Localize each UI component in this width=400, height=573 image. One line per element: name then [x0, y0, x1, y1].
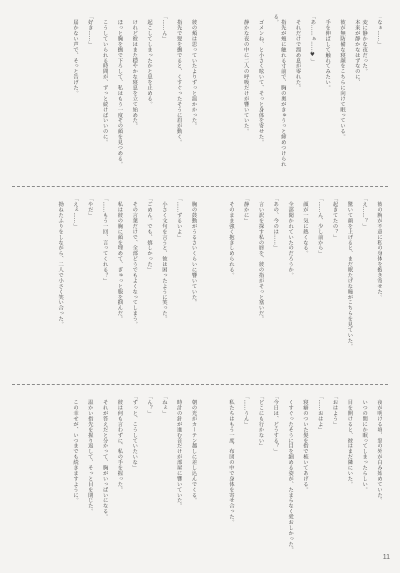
section-2-right-column: 彼の腕が不意に私の身体を抱き寄せた。 「え……？」 驚いて顔を上げると、まだ眠たげな瞳がこちらを見ていた。 「起きてたの？」 「……ん、少し前から」 顔が一気に熱くなる。 全部聞かれていたのだろうか。 「あの、今のは……」 言い訳を探す私の唇を、彼の指がそっと塞いだ。 「静かに」 そのまま強く抱きしめられる。	[227, 196, 382, 349]
page-number: 11	[382, 554, 390, 561]
text-section-2	[14, 196, 382, 376]
section-1-right-column: 「なぁ……」 変に静かな夜だった。 本来が静かなはずなのに、 彼が無防備な寝顔をこちらに向けて眠っている。 手を伸ばして触れてみたい。 「あ……ぁ……♥」 それだけで溜め息が零れた。 指先が頬に触れる寸前で、胸の奥がきゅうっと締めつけられる。 ゴメンね、と小さく呟いて、そっと身体を寄せた。 静かな夜の中に二人の呼吸だけが響いていた。	[242, 14, 382, 167]
section-1-columns	[14, 14, 382, 177]
section-divider-1	[12, 186, 388, 187]
section-3-right-column: 夜が明ける頃、窓の外が白み始めていた。 いつの間にか眠ってしまったらしい。 目を開けると、彼はまだ隣にいた。 「おはよう」 「……おはよ」 寝癖のついた髪を指で梳いてあげる。 くすぐったそうに目を細める姿が、たまらなく愛おしかった。 「今日は、どうする？」 「どこにも行かない」 「……うん」 私たちはもう一度、布団の中で身体を寄せ合った。	[227, 394, 382, 553]
section-1-left-column: 彼の頬は思っていたよりずっと温かかった。 指先で髪を撫でると、くすぐったそうに眉が動く。 「……ん」 起こしてしまったかと息を止める。 けれど彼はまた穏やかな寝息を立て始めた。 ほっと胸を撫で下ろして、私はもう一度その顔を見つめる。 こうしていられる時間が、ずっと続けばいいのに。 「好き……」 届かない声で、そっと告げた。	[72, 14, 197, 167]
text-section-3	[14, 394, 382, 556]
section-divider-2	[12, 384, 388, 385]
section-3-columns	[14, 394, 382, 556]
section-2-columns	[14, 196, 382, 376]
text-section-1	[14, 14, 382, 177]
section-2-left-column: 胸の鼓動がうるさいくらいに響いていた。 「……ずるいよ」 小さく文句を言うと、彼は困ったように笑った。 「ごめん。でも、嬉しかった」 その言葉だけで、全部どうでもよくなってしまう。 私は彼の胸に顔を埋めて、ぎゅっと服を掴んだ。 「……もう一回、言ってくれる？」 「やだ」 「えぇ……」 拗ねたふりをしながら、二人で小さく笑い合った。	[57, 196, 197, 327]
section-3-left-column: 朝の光がカーテン越しに差し込んでくる。 時計の針が進む音だけが部屋に響いていた。 「ねぇ」 「ん？」 「ずっと、こうしていたいな」 彼は何も言わずに、私の手を握った。 それが答えだと分かって、胸がいっぱいになる。 温かい指先を握り返して、そっと目を閉じた。 この幸せが、いつまでも続きますように。	[72, 394, 197, 520]
